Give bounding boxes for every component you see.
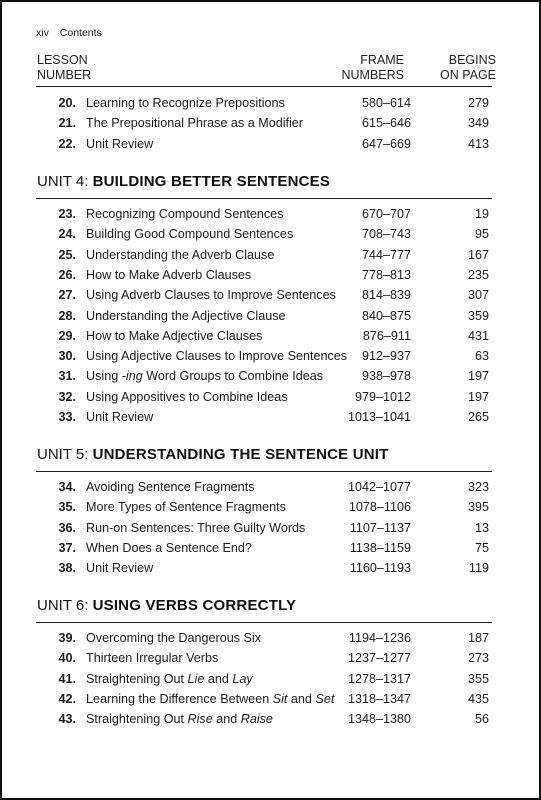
lesson-title: More Types of Sentence Fragments [86,500,286,515]
begins-on-page: 273 [467,651,489,666]
lesson-title: Unit Review [86,410,154,424]
frame-numbers: 912–937 [361,349,411,364]
frame-numbers: 1107–1137 [349,520,411,535]
lesson-number: 32. [58,389,76,404]
toc-row [0,134,541,154]
lesson-title: Learning to Recognize Prepositions [86,96,285,110]
header-rule [36,86,492,87]
begins-on-page: 435 [467,691,489,706]
lesson-number: 21. [58,116,76,131]
toc-row [0,306,541,326]
lesson-title: Using -ing Word Groups to Combine Ideas [86,369,324,384]
unit-label: UNIT 6: [37,597,89,614]
begins-on-page: 349 [467,116,489,131]
lesson-number: 23. [58,207,76,221]
frame-numbers: 708–743 [361,227,411,242]
toc-row [0,407,541,427]
toc-row [0,477,541,497]
lesson-title: How to Make Adjective Clauses [86,328,263,343]
toc-row [0,558,541,578]
lesson-number: 20. [58,96,76,110]
lesson-number: 30. [58,349,76,364]
toc-row [0,285,541,305]
toc-row [0,387,541,407]
toc-row [0,497,541,517]
frame-numbers: 647–669 [361,136,411,151]
begins-on-page: 395 [467,500,489,515]
frame-numbers: 1078–1106 [348,500,411,515]
begins-on-page: 56 [474,712,489,727]
lesson-number: 42. [58,691,76,706]
begins-on-page: 265 [467,410,489,424]
frame-numbers: 1138–1159 [349,540,411,555]
begins-on-page: 323 [467,480,489,494]
begins-on-page: 19 [474,207,489,221]
frame-numbers: 979–1012 [354,389,411,404]
toc-row [0,113,541,133]
unit-rule [36,471,492,472]
lesson-title: Overcoming the Dangerous Six [86,631,261,645]
unit-rule [36,622,492,623]
header-line: FRAME [360,53,404,67]
unit-label: UNIT 5: [37,446,89,463]
toc-row [0,628,541,648]
begins-on-page: 355 [467,671,489,686]
unit-title: UNDERSTANDING THE SENTENCE UNIT [92,446,389,463]
lesson-title: Run-on Sentences: Three Guilty Words [86,520,306,535]
lesson-title: Unit Review [86,561,154,576]
lesson-number: 29. [58,328,76,343]
begins-on-page: 197 [467,369,489,384]
lesson-number: 26. [58,267,76,282]
lesson-title: Using Appositives to Combine Ideas [86,389,288,404]
section-title: Contents [59,27,102,39]
lesson-number: 39. [58,631,76,645]
header-line: NUMBER [37,68,92,82]
lesson-number: 41. [58,671,76,686]
header-line: BEGINS [448,53,496,67]
frame-numbers: 670–707 [361,207,411,221]
frame-numbers: 1318–1347 [347,691,411,706]
lesson-number: 38. [58,561,76,576]
begins-on-page: 197 [467,389,489,404]
toc-row [0,538,541,558]
unit-heading [37,173,330,191]
toc-row [0,709,541,729]
begins-on-page: 167 [467,247,489,262]
lesson-number: 40. [58,651,76,666]
begins-on-page: 13 [474,520,489,535]
begins-on-page: 119 [468,561,489,576]
begins-on-page: 235 [467,267,489,282]
frame-numbers: 1013–1041 [347,410,411,424]
header-line: LESSON [37,53,88,67]
lesson-title: Building Good Compound Sentences [86,227,294,242]
toc-row [0,245,541,265]
frame-numbers-header [304,53,404,83]
frame-numbers: 1278–1317 [347,671,411,686]
toc-row [0,366,541,386]
unit-heading [37,597,296,615]
toc-row [0,204,541,224]
lesson-title: Recognizing Compound Sentences [86,207,284,221]
begins-on-page-header [406,53,496,83]
begins-on-page: 63 [474,349,489,364]
header-line: NUMBERS [341,68,404,82]
unit-title: BUILDING BETTER SENTENCES [92,173,331,190]
toc-row [0,669,541,689]
lesson-number: 35. [58,500,76,515]
frame-numbers: 1194–1236 [348,631,411,645]
frame-numbers: 840–875 [361,308,411,323]
toc-row [0,648,541,668]
lesson-title: Understanding the Adjective Clause [86,308,286,323]
lesson-number: 27. [58,288,76,303]
lesson-number: 36. [58,520,76,535]
begins-on-page: 359 [467,308,489,323]
frame-numbers: 615–646 [361,116,411,131]
lesson-number: 22. [58,136,76,151]
lesson-number-header [37,53,157,83]
frame-numbers: 876–911 [362,328,411,343]
header-line: ON PAGE [439,68,496,82]
lesson-title: Straightening Out Lie and Lay [86,671,253,686]
toc-row [0,93,541,113]
lesson-title: Learning the Difference Between Sit and Set [86,691,335,706]
lesson-title: Unit Review [86,136,154,151]
lesson-number: 37. [58,540,76,555]
lesson-number: 24. [58,227,76,242]
unit-title: USING VERBS CORRECTLY [92,597,297,614]
page-number: xiv [36,27,49,39]
begins-on-page: 187 [467,631,489,645]
lesson-number: 31. [58,369,76,384]
lesson-title: The Prepositional Phrase as a Modifier [86,116,304,131]
toc-row [0,518,541,538]
frame-numbers: 814–839 [361,288,411,303]
unit-rule [36,198,492,199]
toc-row [0,265,541,285]
lesson-title: When Does a Sentence End? [86,540,252,555]
unit-heading [37,446,389,464]
frame-numbers: 1237–1277 [347,651,411,666]
lesson-title: Using Adverb Clauses to Improve Sentences [86,288,336,303]
running-header [36,27,102,39]
lesson-title: Thirteen Irregular Verbs [86,651,219,666]
toc-row [0,689,541,709]
begins-on-page: 75 [474,540,489,555]
toc-row [0,346,541,366]
frame-numbers: 938–978 [361,369,411,384]
lesson-title: How to Make Adverb Clauses [86,267,252,282]
frame-numbers: 744–777 [361,247,411,262]
begins-on-page: 95 [474,227,489,242]
frame-numbers: 778–813 [361,267,411,282]
frame-numbers: 1348–1380 [347,712,411,727]
toc-row [0,326,541,346]
unit-label: UNIT 4: [37,173,89,190]
begins-on-page: 307 [467,288,489,303]
begins-on-page: 279 [467,96,489,110]
lesson-number: 28. [58,308,76,323]
lesson-number: 34. [58,480,76,494]
lesson-title: Using Adjective Clauses to Improve Sentences [86,349,348,364]
begins-on-page: 431 [467,328,489,343]
frame-numbers: 580–614 [361,96,411,110]
frame-numbers: 1160–1193 [349,561,411,576]
toc-row [0,224,541,244]
lesson-title: Straightening Out Rise and Raise [86,712,273,727]
lesson-number: 25. [58,247,76,262]
lesson-number: 43. [58,712,76,727]
lesson-number: 33. [58,410,76,424]
lesson-title: Avoiding Sentence Fragments [86,480,255,494]
column-headers [0,53,541,87]
frame-numbers: 1042–1077 [347,480,411,494]
begins-on-page: 413 [467,136,489,151]
lesson-title: Understanding the Adverb Clause [86,247,275,262]
